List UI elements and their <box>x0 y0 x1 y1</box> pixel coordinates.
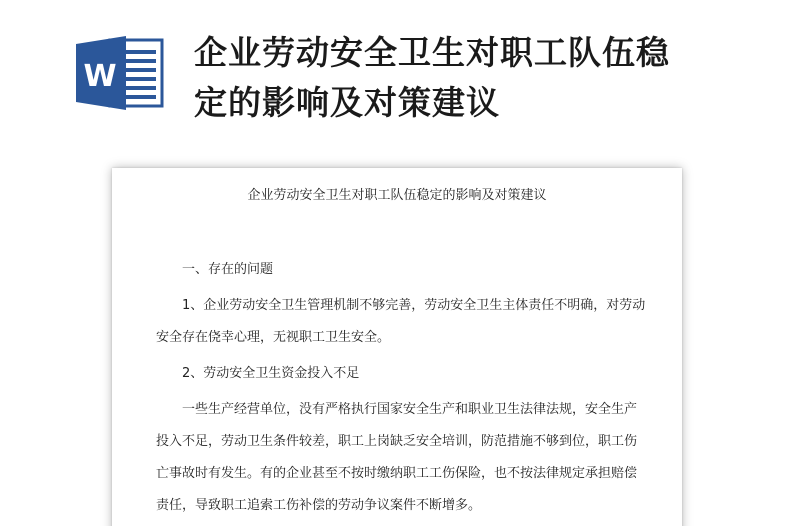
item-2-heading: 2、劳动安全卫生资金投入不足 <box>182 366 360 381</box>
body-line-1: 一些生产经营单位，没有严格执行国家安全生产和职业卫生法律法规，安全生产 <box>182 402 638 417</box>
body-line-4: 责任，导致职工追索工伤补偿的劳动争议案件不断增多。 <box>156 498 482 513</box>
item-1-line-1: 1、企业劳动安全卫生管理机制不够完善，劳动安全卫生主体责任不明确，对劳动 <box>182 298 646 313</box>
document-title: 企业劳动安全卫生对职工队伍稳定的影响及对策建议 <box>247 188 547 203</box>
body-paragraph <box>156 394 638 522</box>
word-document-icon <box>76 34 164 112</box>
body-line-2: 投入不足，劳动卫生条件较差，职工上岗缺乏安全培训，防范措施不够到位，职工伤 <box>156 434 638 449</box>
item-1-line-2: 安全存在侥幸心理，无视职工卫生安全。 <box>156 330 391 345</box>
section-heading: 一、存在的问题 <box>182 262 274 277</box>
item-1-paragraph <box>156 290 646 354</box>
page-title-line-1: 企业劳动安全卫生对职工队伍稳 <box>194 33 670 72</box>
document-page <box>112 168 682 526</box>
page-title-line-2: 定的影响及对策建议 <box>194 83 500 122</box>
page-title <box>194 28 754 128</box>
body-line-3: 亡事故时有发生。有的企业甚至不按时缴纳职工工伤保险，也不按法律规定承担赔偿 <box>156 466 638 481</box>
word-letter: W <box>83 59 117 94</box>
